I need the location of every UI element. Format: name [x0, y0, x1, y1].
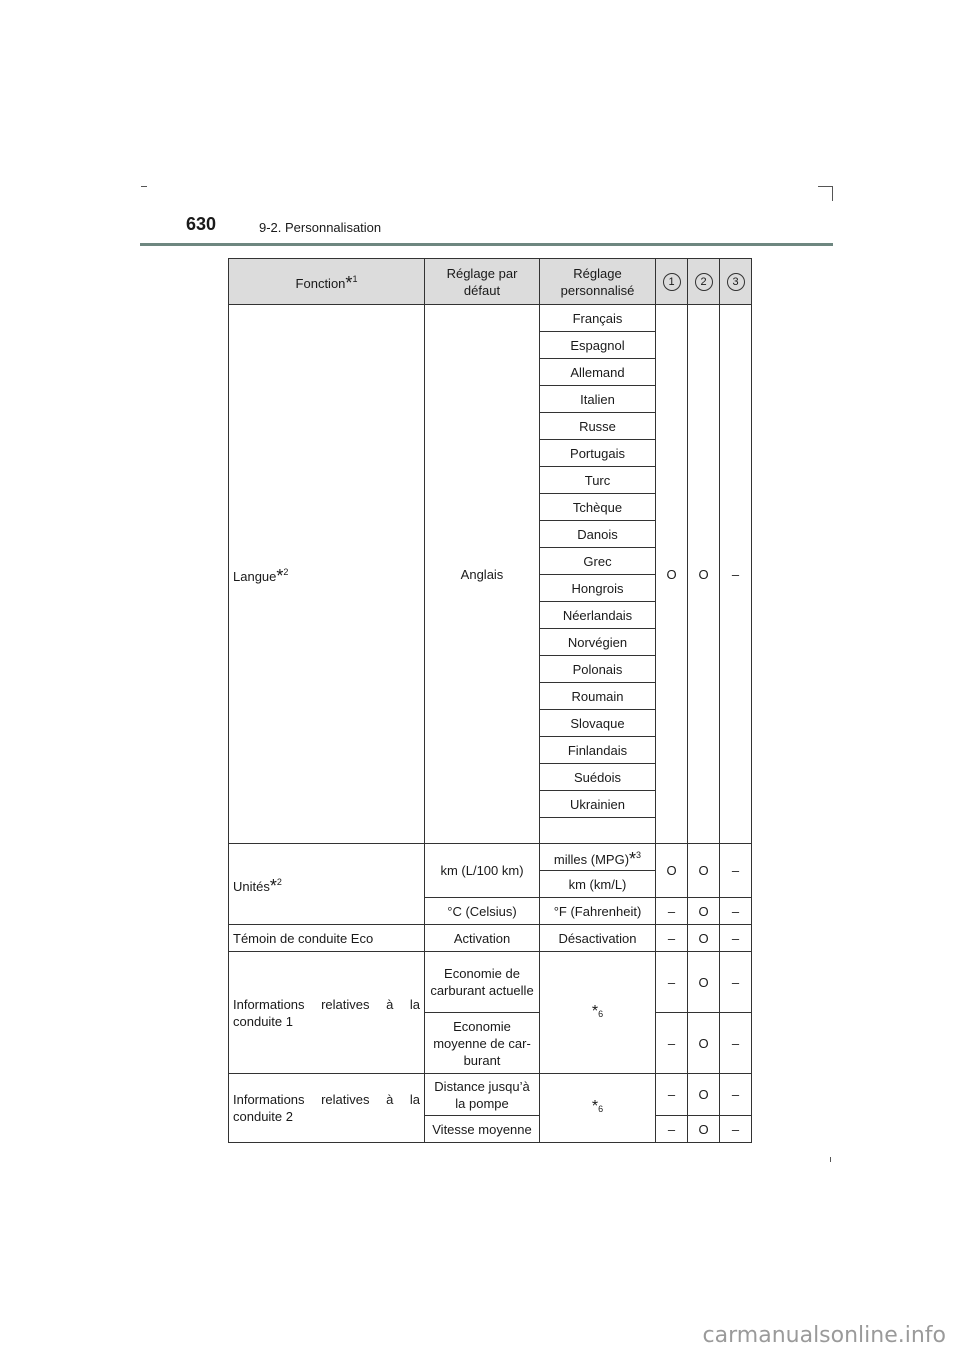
circled-number-icon: 2 — [695, 273, 713, 291]
info1-item: Economie de carburant actuelle — [425, 952, 540, 1013]
col2-cell: O — [688, 305, 720, 844]
crop-mark — [830, 1157, 831, 1162]
col1-cell: O — [656, 844, 688, 898]
default-unites-temp: °C (Celsius) — [425, 898, 540, 925]
option-cell: Italien — [540, 386, 656, 413]
function-langue: Langue*$^2$ — [229, 305, 425, 844]
option-cell: Suédois — [540, 764, 656, 791]
function-info1: Informations relatives à la conduite 1 — [229, 952, 425, 1074]
option-cell: Grec — [540, 548, 656, 575]
option-cell: Roumain — [540, 683, 656, 710]
header-fonction: Fonction*$^1$ — [229, 259, 425, 305]
option-cell: Désactivation — [540, 925, 656, 952]
col3-cell: – — [720, 305, 752, 844]
col2-cell: O — [688, 1074, 720, 1116]
option-cell: Polonais — [540, 656, 656, 683]
option-cell: Espagnol — [540, 332, 656, 359]
col1-cell: – — [656, 1074, 688, 1116]
col2-cell: O — [688, 1116, 720, 1143]
col1-cell: – — [656, 898, 688, 925]
asterisk-icon: * — [345, 273, 353, 293]
asterisk-icon: * — [269, 875, 277, 896]
col1-cell: – — [656, 925, 688, 952]
col3-cell: – — [720, 952, 752, 1013]
asterisk-icon: * — [629, 848, 637, 869]
empty-cell — [540, 818, 656, 844]
col3-cell: – — [720, 898, 752, 925]
option-cell: Slovaque — [540, 710, 656, 737]
col3-cell: – — [720, 1116, 752, 1143]
table-row — [229, 305, 752, 332]
function-unites: Unités*$^2$ — [229, 844, 425, 925]
asterisk-icon: * — [276, 565, 284, 586]
custom-info2: $*_6$ — [540, 1074, 656, 1143]
settings-table — [228, 258, 752, 1143]
custom-info1: $*_6$ — [540, 952, 656, 1074]
page-number: 630 — [186, 214, 217, 234]
option-cell: Ukrainien — [540, 791, 656, 818]
table-row — [229, 925, 752, 952]
col3-cell: – — [720, 1013, 752, 1074]
function-eco: Témoin de conduite Eco — [229, 925, 425, 952]
col3-cell: – — [720, 925, 752, 952]
col1-cell: – — [656, 952, 688, 1013]
asterisk-icon: * — [591, 1098, 599, 1115]
default-eco: Activation — [425, 925, 540, 952]
circled-number-icon: 1 — [663, 273, 681, 291]
option-cell: Danois — [540, 521, 656, 548]
table-row — [229, 952, 752, 1013]
option-cell: km (km/L) — [540, 871, 656, 898]
col2-cell: O — [688, 898, 720, 925]
option-cell: Tchèque — [540, 494, 656, 521]
crop-mark — [818, 186, 833, 187]
info2-item: Vitesse moyenne — [425, 1116, 540, 1143]
option-cell: Français — [540, 305, 656, 332]
watermark: carmanualsonline.info — [702, 1323, 946, 1348]
info2-item: Distance jusqu’à la pompe — [425, 1074, 540, 1116]
col1-cell: – — [656, 1116, 688, 1143]
option-cell: °F (Fahrenheit) — [540, 898, 656, 925]
function-info2: Informations relatives à la conduite 2 — [229, 1074, 425, 1143]
col2-cell: O — [688, 952, 720, 1013]
circled-number-icon: 3 — [727, 273, 745, 291]
col2-cell: O — [688, 1013, 720, 1074]
option-cell: milles (MPG)*$^3$ — [540, 844, 656, 871]
col2-cell: O — [688, 925, 720, 952]
col3-cell: – — [720, 1074, 752, 1116]
col1-cell: O — [656, 305, 688, 844]
col3-cell: – — [720, 844, 752, 898]
option-cell: Néerlandais — [540, 602, 656, 629]
crop-mark — [832, 186, 833, 201]
crop-mark — [141, 186, 147, 187]
option-cell: Allemand — [540, 359, 656, 386]
default-langue: Anglais — [425, 305, 540, 844]
option-cell: Portugais — [540, 440, 656, 467]
asterisk-icon: * — [591, 1002, 599, 1020]
option-cell: Finlandais — [540, 737, 656, 764]
option-cell: Russe — [540, 413, 656, 440]
col1-cell: – — [656, 1013, 688, 1074]
header-custom: Réglage personnalisé — [540, 259, 656, 305]
option-cell: Norvégien — [540, 629, 656, 656]
table-row — [229, 1074, 752, 1116]
section-title: 9-2. Personnalisation — [259, 220, 382, 235]
option-cell: Turc — [540, 467, 656, 494]
option-cell: Hongrois — [540, 575, 656, 602]
default-unites-distance: km (L/100 km) — [425, 844, 540, 898]
table-row — [229, 844, 752, 871]
table-header-row — [229, 259, 752, 305]
col2-cell: O — [688, 844, 720, 898]
info1-item: Economie moyenne de car-burant — [425, 1013, 540, 1074]
header-default: Réglage par défaut — [425, 259, 540, 305]
header-rule — [140, 243, 833, 246]
